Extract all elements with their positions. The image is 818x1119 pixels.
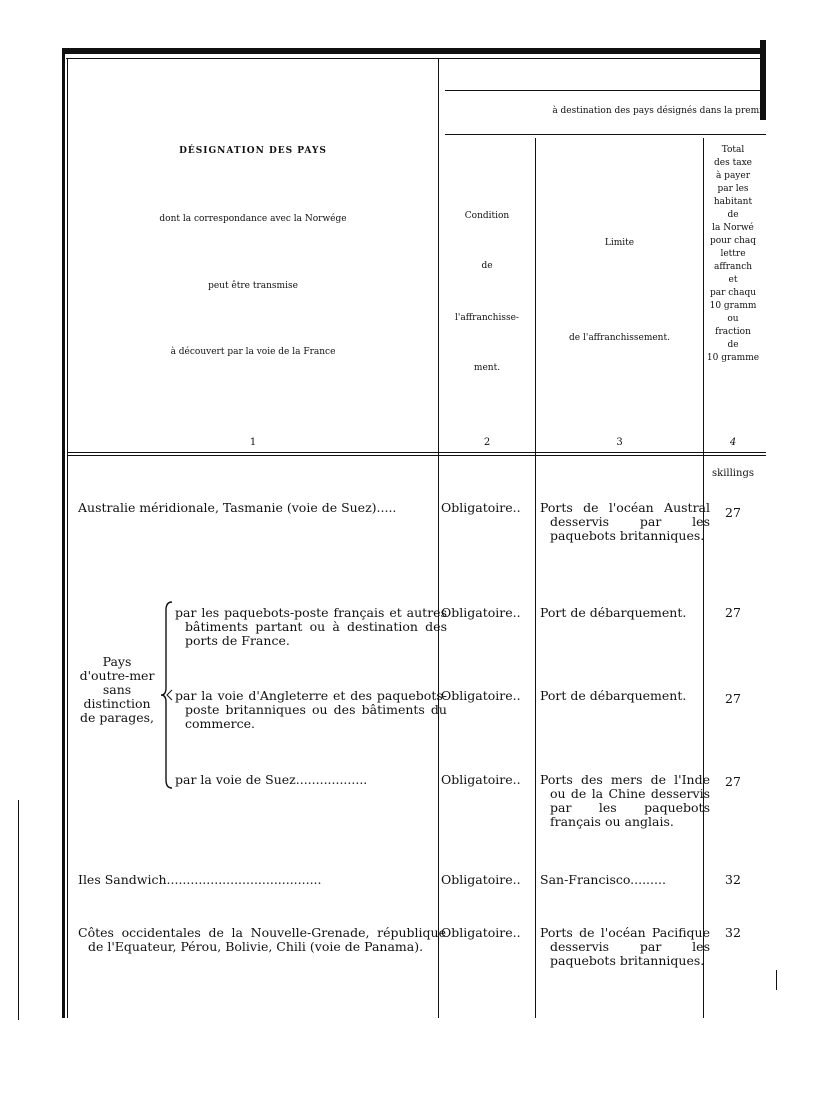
col4-header-line: affranch bbox=[713, 262, 753, 272]
row-6-limit: Ports de l'océan Pacifique desservis par les paquebots britanniques. bbox=[540, 925, 710, 968]
col3-header-line1: Limite bbox=[604, 238, 635, 248]
col2-divider bbox=[535, 138, 536, 1018]
row-3-country: par la voie d'Angleterre et des paquebots-poste britanniques ou des bâtiments du commerce. bbox=[175, 688, 447, 731]
col4-header-line: lettre bbox=[720, 249, 746, 259]
col4-header-line: par les bbox=[717, 184, 749, 194]
row-6-country: Côtes occidentales de la Nouvelle-Grenade, république de l'Equateur, Pérou, Bolivie, Chili (voie de Panama). bbox=[78, 925, 446, 954]
row-5-condition: Obligatoire.. bbox=[441, 873, 521, 887]
row-2-total: 27 bbox=[725, 605, 741, 620]
row-5-limit: San-Francisco......... bbox=[540, 873, 666, 887]
header-bottom-rule bbox=[68, 452, 766, 453]
col-number-4: 4 bbox=[729, 437, 737, 448]
col4-header-line: des taxe bbox=[714, 158, 752, 168]
group-label-line: distinction bbox=[83, 696, 151, 711]
col1-header-line4: à découvert par la voie de la France bbox=[170, 347, 336, 357]
left-outer-border bbox=[62, 48, 65, 1018]
row-1-limit: Ports de l'océan Austral desservis par les paquebots britanniques. bbox=[540, 500, 710, 543]
col4-header-line: 10 gramme bbox=[706, 353, 760, 363]
group-label-line: sans bbox=[102, 682, 132, 697]
row-2-condition: Obligatoire.. bbox=[441, 606, 521, 620]
row-1-total: 27 bbox=[725, 505, 741, 520]
col4-header-line: ou bbox=[727, 314, 739, 324]
banner-text: à destination des pays désignés dans la premi bbox=[552, 106, 762, 116]
row-6-total: 32 bbox=[725, 925, 741, 940]
col4-header-line: 10 gramm bbox=[709, 301, 757, 311]
col1-header-title: DÉSIGNATION DES PAYS bbox=[179, 146, 327, 156]
col4-header-line: Total bbox=[721, 145, 745, 155]
row-3-condition: Obligatoire.. bbox=[441, 689, 521, 703]
group-label-line: Pays bbox=[102, 654, 132, 669]
row-4-condition: Obligatoire.. bbox=[441, 773, 521, 787]
col4-header-line: fraction bbox=[715, 327, 751, 337]
banner-top-rule bbox=[445, 90, 766, 91]
row-2-limit: Port de débarquement. bbox=[540, 606, 687, 620]
col1-header-line2: dont la correspondance avec la Norwége bbox=[159, 214, 347, 224]
col4-header-line: pour chaq bbox=[709, 236, 757, 246]
group-label-line: d'outre-mer bbox=[79, 668, 155, 683]
row-3-limit: Port de débarquement. bbox=[540, 689, 687, 703]
row-5-total: 32 bbox=[725, 872, 741, 887]
col2-header-line1: Condition bbox=[464, 211, 510, 221]
row-5-country: Iles Sandwich....................................... bbox=[78, 873, 322, 887]
row-4-country: par la voie de Suez.................. bbox=[175, 773, 368, 787]
col4-header-line: à payer bbox=[715, 171, 751, 181]
row-1-condition: Obligatoire.. bbox=[441, 501, 521, 515]
row-1-country: Australie méridionale, Tasmanie (voie de Suez)..... bbox=[78, 501, 397, 515]
col4-header-line: habitant bbox=[713, 197, 753, 207]
margin-mark-left bbox=[18, 800, 19, 1020]
col2-header-line2: de bbox=[481, 261, 493, 271]
top-thick-border bbox=[62, 48, 766, 54]
col4-header-line: de bbox=[727, 340, 739, 350]
group-label-line: de parages, bbox=[79, 710, 155, 725]
col1-divider bbox=[438, 59, 439, 1018]
group-label bbox=[72, 655, 162, 725]
header-bottom-rule-2 bbox=[68, 455, 766, 456]
row-4-limit: Ports des mers de l'Inde ou de la Chine desservis par les paquebots français ou anglais. bbox=[540, 772, 710, 829]
left-inner-border bbox=[67, 58, 68, 1018]
col4-header-line: la Norwé bbox=[712, 223, 754, 233]
row-6-condition: Obligatoire.. bbox=[441, 926, 521, 940]
row-3-total: 27 bbox=[725, 691, 741, 706]
col-number-1: 1 bbox=[249, 437, 257, 448]
row-4-total: 27 bbox=[725, 774, 741, 789]
unit-label: skillings bbox=[712, 468, 754, 479]
group-brace-icon bbox=[160, 600, 174, 790]
top-thin-border bbox=[66, 58, 766, 59]
col-number-2: 2 bbox=[483, 437, 491, 448]
col2-header-line4: ment. bbox=[473, 363, 501, 373]
col4-header-line: par chaqu bbox=[709, 288, 757, 298]
col4-header-line: et bbox=[728, 275, 738, 285]
banner-bottom-rule bbox=[445, 134, 766, 135]
margin-mark-right bbox=[776, 970, 777, 990]
col-number-3: 3 bbox=[616, 437, 623, 448]
row-2-country: par les paquebots-poste français et autres bâtiments partant ou à destination des ports de France. bbox=[175, 605, 447, 648]
col1-header-line3: peut être transmise bbox=[208, 281, 298, 291]
col2-header-line3: l'affranchisse- bbox=[455, 313, 519, 323]
col3-header-line2: de l'affranchissement. bbox=[569, 333, 670, 343]
col4-header bbox=[704, 144, 762, 365]
col4-header-line: de bbox=[727, 210, 739, 220]
